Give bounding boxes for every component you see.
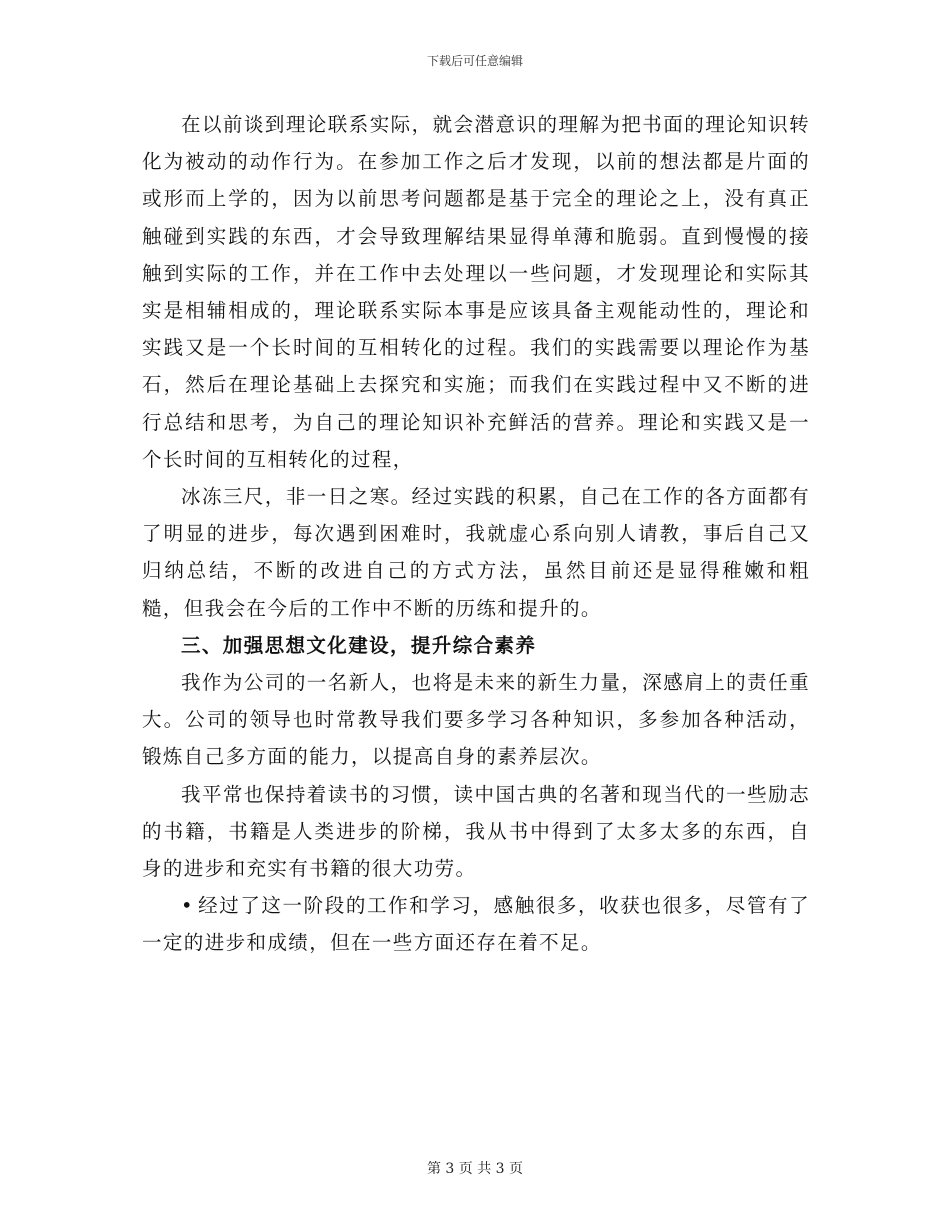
paragraph-new-employee: 我作为公司的一名新人，也将是未来的新生力量，深感肩上的责任重大。公司的领导也时常教导我们要多学习各种知识，多参加各种活动，锻炼自己多方面的能力，以提高自身的素养层次。 (142, 671, 810, 769)
bullet-icon: • (181, 894, 194, 918)
paragraph-reading-habit: 我平常也保持着读书的习惯，读中国古典的名著和现当代的一些励志的书籍，书籍是人类进步的阶梯，我从书中得到了太多太多的东西，自身的进步和充实有书籍的很大功劳。 (142, 782, 810, 881)
summary-text: 经过了这一阶段的工作和学习，感触很多，收获也很多，尽管有了一定的进步和成绩，但在一些方面还存在着不足。 (142, 894, 810, 955)
document-body (142, 106, 810, 962)
paragraph-accumulation: 冰冻三尺，非一日之寒。经过实践的积累，自己在工作的各方面都有了明显的进步，每次遇到困难时，我就虚心系向别人请教，事后自己又归纳总结，不断的改进自己的方式方法，虽然目前还是显得稚嫩和粗糙，但我会在今后的工作中不断的历练和提升的。 (142, 485, 810, 620)
paragraph-summary-bullet (142, 887, 810, 961)
page-number: 第 3 页 共 3 页 (426, 1161, 524, 1177)
paragraph-theory-practice: 在以前谈到理论联系实际，就会潜意识的理解为把书面的理论知识转化为被动的动作行为。在参加工作之后才发现，以前的想法都是片面的或形而上学的，因为以前思考问题都是基于完全的理论之上，没有真正触碰到实践的东西，才会导致理解结果显得单薄和脆弱。直到慢慢的接触到实际的工作，并在工作中去处理以一些问题，才发现理论和实际其实是相辅相成的，理论联系实际本事是应该具备主观能动性的，理论和实践又是一个长时间的互相转化的过程。我们的实践需要以理论作为基石，然后在理论基础上去探究和实施；而我们在实践过程中又不断的进行总结和思考，为自己的理论知识补充鲜活的营养。理论和实践又是一个长时间的互相转化的过程， (142, 113, 810, 471)
section-heading-3: 三、加强思想文化建设，提升综合素养 (181, 633, 537, 657)
header-note: 下载后可任意编辑 (426, 54, 523, 68)
